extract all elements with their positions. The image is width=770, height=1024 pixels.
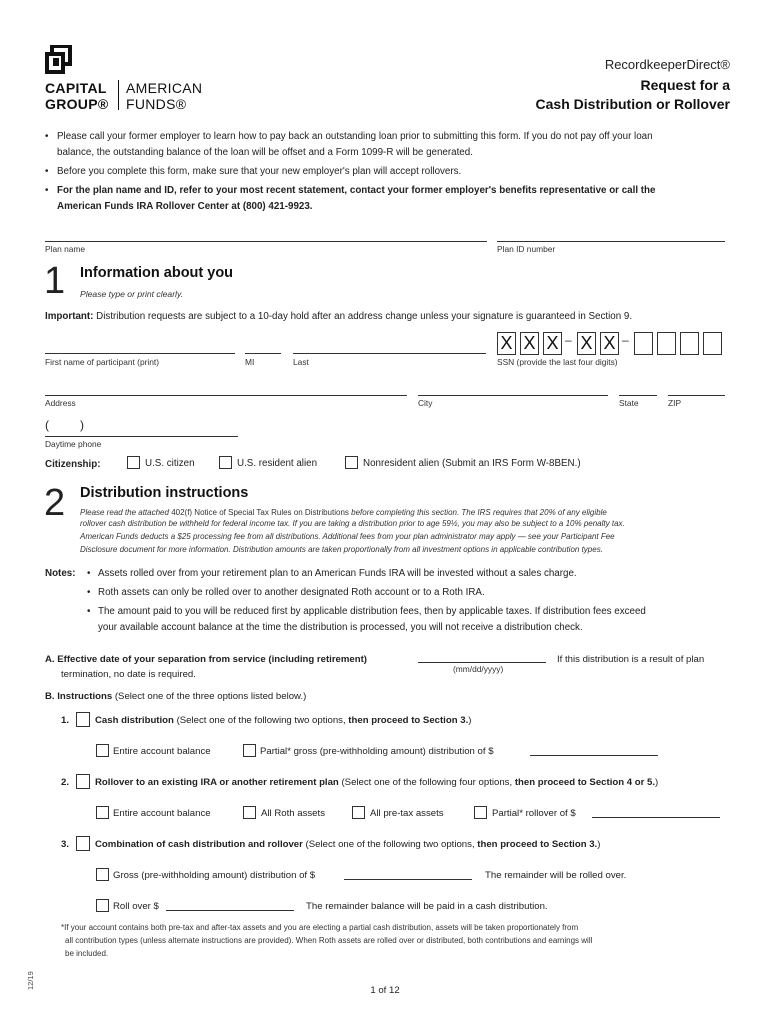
ssn-mask: X (500, 333, 513, 353)
option-2-then: then proceed to Section 4 or 5. (514, 777, 656, 788)
combination-gross-label: Gross (pre-withholding amount) distribution of $ (113, 870, 316, 881)
combination-gross-after: The remainder will be rolled over. (485, 870, 627, 881)
intro-bullet-2: Before you complete this form, make sure that your new employer's plan will accept rollovers. (57, 166, 462, 177)
last-name-label: Last (293, 357, 309, 367)
zip-label: ZIP (668, 398, 682, 408)
cash-entire-balance-label: Entire account balance (113, 746, 211, 757)
rollover-partial-label: Partial* rollover of $ (492, 808, 576, 819)
cash-partial-checkbox[interactable] (243, 744, 256, 757)
intro-bullet-1a: Please call your former employer to learn how to pay back an outstanding loan prior to submitting this form. If you do not pay off your loan (57, 131, 653, 142)
first-name-label: First name of participant (print) (45, 357, 160, 367)
note-2: Roth assets can only be rolled over to another designated Roth account or to a Roth IRA. (98, 587, 485, 598)
option-2-text (95, 777, 658, 788)
rollover-partial-checkbox[interactable] (474, 806, 487, 819)
mi-field[interactable] (245, 353, 281, 354)
us-resident-alien-checkbox[interactable] (219, 456, 232, 469)
us-resident-alien-label: U.S. resident alien (237, 458, 318, 469)
option-3-desc: (Select one of the following two options, (305, 839, 475, 850)
bullet-dot: • (87, 568, 91, 579)
ssn-box (520, 332, 539, 355)
first-name-field[interactable] (45, 353, 235, 354)
rollover-partial-amount-field[interactable] (592, 817, 720, 818)
plan-id-field[interactable] (497, 241, 725, 242)
nonresident-alien-checkbox[interactable] (345, 456, 358, 469)
ssn-label: SSN (provide the last four digits) (497, 357, 618, 367)
address-label: Address (45, 398, 76, 408)
ssn-box (543, 332, 562, 355)
separation-date-field[interactable] (418, 662, 546, 663)
option-1-end: ) (468, 715, 472, 726)
us-citizen-label: U.S. citizen (145, 458, 195, 469)
option-3-text (95, 839, 600, 850)
cash-partial-label: Partial* gross (pre-withholding amount) distribution of $ (260, 746, 494, 757)
cash-entire-balance-checkbox[interactable] (96, 744, 109, 757)
intro-bullet-3a: For the plan name and ID, refer to your most recent statement, contact your former employer's benefits representative or call the (57, 185, 656, 196)
intro-bullet-1b: balance, the outstanding balance of the loan will be offset and a Form 1099-R will be generated. (57, 147, 473, 158)
logo-divider (118, 80, 119, 110)
footnote-line2: all contribution types (unless alternate instructions are provided). When Roth assets are rolled over or distributed, both contributions and earnings will (65, 936, 593, 945)
combination-gross-amount-field[interactable] (344, 879, 472, 880)
ssn-box (577, 332, 596, 355)
bullet-dot: • (45, 166, 49, 177)
option-3-then: then proceed to Section 3. (477, 839, 598, 850)
footnote-line1: *If your account contains both pre-tax and after-tax assets and you are electing a partial cash distribution, assets will be taken proportionately from (61, 923, 579, 932)
ssn-mask: X (523, 333, 536, 353)
intro-text: before completing this section. The IRS requires that 20% of any eligible (348, 508, 607, 517)
city-label: City (418, 398, 433, 408)
page-number: 1 of 12 (370, 985, 400, 996)
rollover-pretax-checkbox[interactable] (352, 806, 365, 819)
intro-bullet-3b: American Funds IRA Rollover Center at (800) 421-9923. (57, 201, 313, 212)
last-name-field[interactable] (293, 353, 486, 354)
ssn-box (600, 332, 619, 355)
logo-capital: CAPITAL (45, 80, 107, 96)
bullet-dot: • (87, 606, 91, 617)
address-field[interactable] (45, 395, 407, 396)
city-field[interactable] (418, 395, 608, 396)
page-title-line2: Cash Distribution or Rollover (535, 96, 730, 112)
cash-distribution-checkbox[interactable] (76, 712, 90, 727)
phone-field[interactable] (45, 436, 238, 437)
section-b-label: B. Instructions (45, 691, 113, 702)
section-1-number: 1 (44, 260, 66, 302)
phone-label: Daytime phone (45, 439, 102, 449)
rollover-checkbox[interactable] (76, 774, 90, 789)
logo-funds: FUNDS® (126, 96, 187, 112)
option-1-desc: (Select one of the following two options, (176, 715, 346, 726)
option-1-text (95, 715, 471, 726)
us-citizen-checkbox[interactable] (127, 456, 140, 469)
phone-paren-close: ) (80, 418, 84, 432)
state-field[interactable] (619, 395, 657, 396)
option-1-number: 1. (61, 715, 70, 726)
note-3b: your available account balance at the time the distribution is processed, you will not receive a distribution check. (98, 622, 583, 633)
notice-link[interactable]: 402(f) Notice of Special Tax Rules on Distributions (171, 508, 349, 517)
combination-rollover-checkbox[interactable] (96, 899, 109, 912)
plan-name-field[interactable] (45, 241, 487, 242)
rollover-roth-checkbox[interactable] (243, 806, 256, 819)
page-title-line1: Request for a (640, 77, 730, 93)
logo-american: AMERICAN (126, 80, 203, 96)
option-3-title: Combination of cash distribution and rollover (95, 839, 303, 850)
mi-label: MI (245, 357, 255, 367)
section-1-subtitle: Please type or print clearly. (80, 289, 184, 299)
combination-rollover-amount-field[interactable] (166, 910, 294, 911)
plan-name-label: Plan name (45, 244, 86, 254)
combination-gross-checkbox[interactable] (96, 868, 109, 881)
plan-id-label: Plan ID number (497, 244, 556, 254)
nonresident-alien-label: Nonresident alien (Submit an IRS Form W-8BEN.) (363, 458, 581, 469)
section-a-after: If this distribution is a result of plan (557, 654, 705, 665)
date-format-hint: (mm/dd/yyyy) (453, 664, 504, 674)
option-2-title: Rollover to an existing IRA or another retirement plan (95, 777, 339, 788)
product-name: RecordkeeperDirect® (604, 57, 730, 72)
ssn-mask: X (546, 333, 559, 353)
ssn-mask: X (580, 333, 593, 353)
section-2-title: Distribution instructions (80, 485, 249, 501)
section-2-intro-line4: Disclosure document for more information. Distribution amounts are taken proportionally from all investment options in applicable contribution types. (80, 545, 603, 554)
option-2-number: 2. (61, 777, 70, 788)
important-label: Important: (45, 311, 94, 322)
section-b (45, 691, 306, 702)
cash-partial-amount-field[interactable] (530, 755, 658, 756)
rollover-roth-label: All Roth assets (261, 808, 325, 819)
zip-field[interactable] (668, 395, 725, 396)
notes-label: Notes: (45, 568, 76, 579)
section-2-number: 2 (44, 482, 66, 524)
option-1-title: Cash distribution (95, 715, 174, 726)
rollover-entire-balance-label: Entire account balance (113, 808, 211, 819)
section-2-intro-line2: rollover cash distribution be withheld for federal income tax. If you are taking a distribution prior to age 59½, you may also be subject to a 10% penalty tax. (80, 519, 625, 528)
note-3a: The amount paid to you will be reduced first by applicable distribution fees, then by applicable taxes. If distribution fees exceed (98, 606, 646, 617)
note-1: Assets rolled over from your retirement plan to an American Funds IRA will be invested without a sales charge. (98, 568, 577, 579)
rollover-entire-balance-checkbox[interactable] (96, 806, 109, 819)
combination-rollover-label: Roll over $ (113, 901, 159, 912)
section-2-intro-line1 (80, 506, 607, 519)
intro-text: Please read the attached (80, 508, 172, 517)
ssn-mask: X (603, 333, 616, 353)
combination-rollover-after: The remainder balance will be paid in a cash distribution. (306, 901, 548, 912)
ssn-dash: – (565, 333, 572, 347)
option-1-then: then proceed to Section 3. (348, 715, 469, 726)
bullet-dot: • (45, 185, 49, 196)
option-3-number: 3. (61, 839, 70, 850)
option-3-end: ) (597, 839, 601, 850)
option-2-desc: (Select one of the following four options, (341, 777, 513, 788)
ssn-digit-box[interactable] (634, 332, 653, 355)
ssn-box (497, 332, 516, 355)
logo-group: GROUP® (45, 96, 109, 112)
bullet-dot: • (87, 587, 91, 598)
date-code: 12/19 (26, 971, 35, 990)
section-1-title: Information about you (80, 265, 234, 281)
state-label: State (619, 398, 639, 408)
option-2-end: ) (655, 777, 659, 788)
citizenship-label: Citizenship: (45, 459, 101, 470)
important-text: Distribution requests are subject to a 10-day hold after an address change unless your signature is guaranteed in Section 9. (96, 311, 633, 322)
combination-checkbox[interactable] (76, 836, 90, 851)
ssn-digit-box[interactable] (703, 332, 722, 355)
section-a-label: A. Effective date of your separation from service (including retirement) (45, 654, 367, 665)
ssn-digit-box[interactable] (657, 332, 676, 355)
section-2-intro-line3: American Funds deducts a $25 processing fee from all distributions. Additional fees from your plan administrator may apply — see your Participant Fee (80, 532, 615, 541)
footnote-line3: be included. (65, 949, 109, 958)
important-note (45, 311, 632, 322)
bullet-dot: • (45, 131, 49, 142)
rollover-pretax-label: All pre-tax assets (370, 808, 444, 819)
phone-paren-open: ( (45, 418, 49, 432)
section-a-line2: termination, no date is required. (61, 669, 196, 680)
ssn-dash: – (622, 333, 629, 347)
ssn-digit-box[interactable] (680, 332, 699, 355)
capital-group-logo-mark (45, 45, 73, 75)
section-b-text: (Select one of the three options listed below.) (114, 691, 307, 702)
